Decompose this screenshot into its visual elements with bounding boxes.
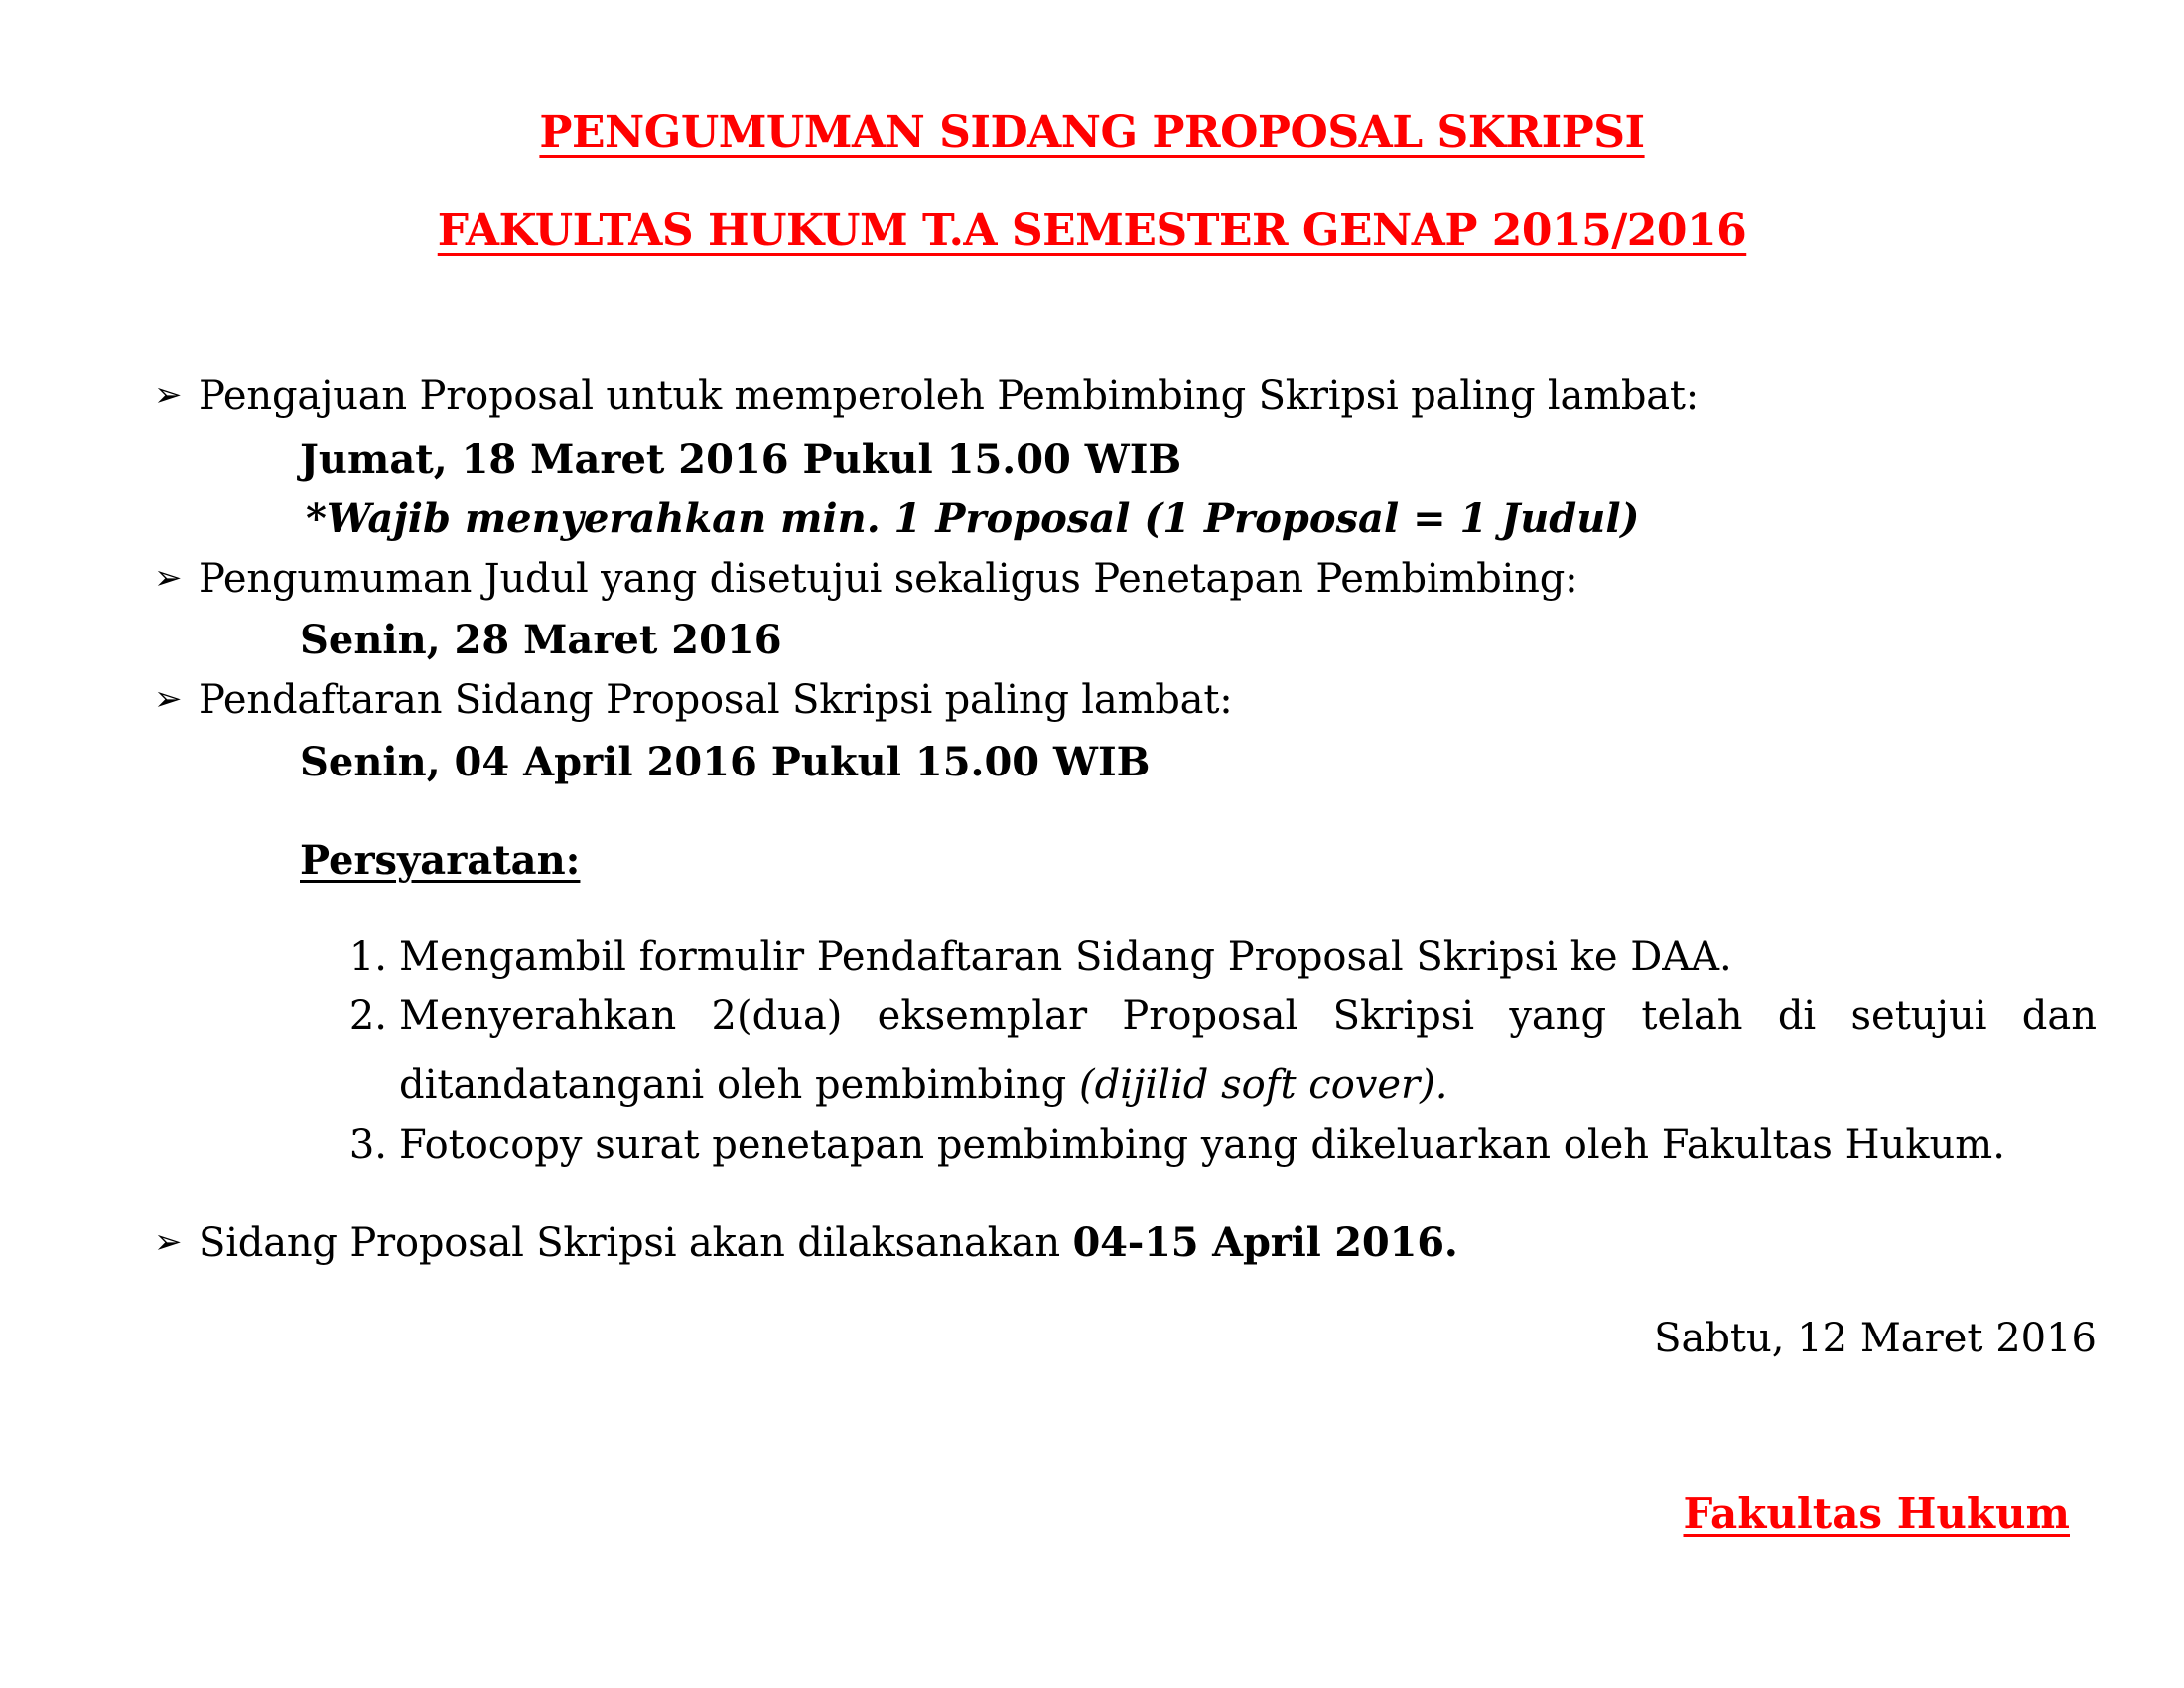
requirement-item-2-line-1: [399, 993, 2097, 1039]
faculty-signature: Fakultas Hukum: [1683, 1489, 2070, 1538]
date-title-announcement: Senin, 28 Maret 2016: [300, 617, 782, 663]
word: Menyerahkan: [399, 993, 677, 1039]
bullet-item-session-schedule: [154, 1219, 1458, 1266]
word: Skripsi: [1332, 993, 1475, 1039]
word: Proposal: [1122, 993, 1298, 1039]
arrowhead-bullet-icon: ➢: [154, 375, 183, 415]
requirement-item-2-italic: (dijilid soft cover).: [1078, 1062, 1448, 1108]
word: setujui: [1850, 993, 1987, 1039]
arrowhead-bullet-icon: ➢: [154, 679, 183, 719]
word: 2(dua): [711, 993, 843, 1039]
announcement-date: Sabtu, 12 Maret 2016: [1654, 1316, 2097, 1361]
bullet-item-text: Pengajuan Proposal untuk memperoleh Pembimbing Skripsi paling lambat:: [199, 373, 1700, 419]
word: dan: [2021, 993, 2097, 1039]
deadline-registration: Senin, 04 April 2016 Pukul 15.00 WIB: [300, 739, 1151, 785]
bullet-item-registration: [154, 677, 1233, 723]
bullet-item-title-announcement: [154, 556, 1577, 602]
word: telah: [1641, 993, 1743, 1039]
bullet-item-proposal-submission: [154, 373, 1699, 419]
arrowhead-bullet-icon: ➢: [154, 558, 183, 598]
word: eksemplar: [877, 993, 1088, 1039]
requirements-heading: Persyaratan:: [300, 837, 581, 884]
arrowhead-bullet-icon: ➢: [154, 1222, 183, 1262]
word: yang: [1509, 993, 1607, 1039]
requirement-number: 1.: [348, 934, 387, 980]
requirement-item-1: Mengambil formulir Pendaftaran Sidang Proposal Skripsi ke DAA.: [399, 934, 1732, 980]
bullet-item-text: Sidang Proposal Skripsi akan dilaksanakan: [199, 1220, 1073, 1266]
proposal-note: *Wajib menyerahkan min. 1 Proposal (1 Proposal = 1 Judul): [306, 495, 1640, 542]
deadline-proposal-submission: Jumat, 18 Maret 2016 Pukul 15.00 WIB: [300, 436, 1182, 483]
requirement-number: 3.: [348, 1122, 387, 1168]
word: di: [1777, 993, 1817, 1039]
requirement-number: 2.: [348, 993, 387, 1039]
session-date-range: 04-15 April 2016.: [1072, 1219, 1458, 1266]
bullet-item-text: Pendaftaran Sidang Proposal Skripsi paling lambat:: [199, 677, 1233, 723]
page-title-line-1: PENGUMUMAN SIDANG PROPOSAL SKRIPSI: [539, 107, 1645, 158]
bullet-item-text: Pengumuman Judul yang disetujui sekaligus Penetapan Pembimbing:: [199, 556, 1578, 602]
requirement-item-2-text: ditandatangani oleh pembimbing: [399, 1062, 1079, 1108]
requirement-item-3: Fotocopy surat penetapan pembimbing yang dikeluarkan oleh Fakultas Hukum.: [399, 1122, 2005, 1168]
page-title-line-2: FAKULTAS HUKUM T.A SEMESTER GENAP 2015/2016: [437, 206, 1747, 256]
requirement-item-2-line-2: [399, 1062, 1448, 1108]
